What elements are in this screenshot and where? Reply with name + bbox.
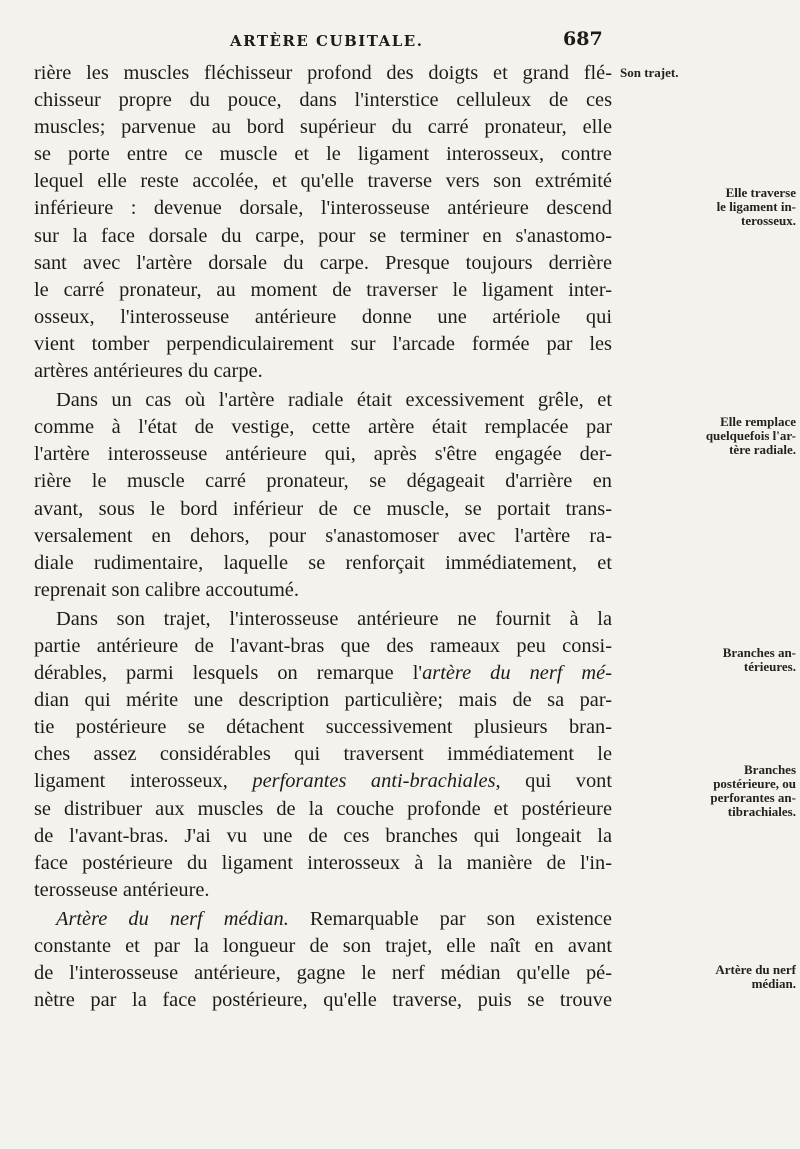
- text-line: le carré pronateur, au moment de traverser le ligament inter-: [34, 278, 612, 301]
- note-line: Branches: [744, 762, 796, 777]
- text-fragment: Remarquable par son existence: [288, 907, 612, 930]
- text-line: artères antérieures du carpe.: [34, 360, 263, 383]
- text-line: de l'interosseuse antérieure, gagne le nerf médian qu'elle pé-: [34, 962, 612, 985]
- margin-note-son-trajet: [620, 66, 800, 80]
- text-line: vient tomber perpendiculairement sur l'arcade formée par les: [34, 332, 612, 355]
- margin-note-branches-anterieures: [620, 646, 800, 674]
- note-line: médian.: [751, 976, 796, 991]
- note-line: Elle traverse: [725, 185, 796, 200]
- text-line: sur la face dorsale du carpe, pour se terminer en s'anastomo-: [34, 224, 612, 247]
- text-line: nètre par la face postérieure, qu'elle traverse, puis se trouve: [34, 989, 612, 1012]
- text-line: chisseur propre du pouce, dans l'interstice celluleux de ces: [34, 89, 612, 112]
- text-line: partie antérieure de l'avant-bras que des rameaux peu consi-: [34, 634, 612, 657]
- note-line: perforantes an-: [710, 790, 796, 805]
- text-fragment: dérables, parmi lesquels on remarque l': [34, 662, 423, 685]
- margin-note-artere-nerf-median: [620, 963, 800, 991]
- note-line: postérieure, ou: [713, 776, 796, 791]
- running-header: ARTÈRE CUBITALE.: [230, 32, 424, 50]
- note-line: Son trajet.: [620, 65, 679, 80]
- text-line: constante et par la longueur de son trajet, elle naît en avant: [34, 935, 612, 957]
- text-line: se distribuer aux muscles de la couche profonde et postérieure: [34, 797, 612, 820]
- note-line: quelquefois l'ar-: [705, 428, 796, 443]
- text-line: Dans un cas où l'artère radiale était excessivement grêle, et: [56, 389, 612, 412]
- text-line: reprenait son calibre accoutumé.: [34, 578, 299, 601]
- text-line-with-term: [34, 660, 612, 687]
- note-line: tibrachiales.: [727, 804, 796, 819]
- text-line: Dans son trajet, l'interosseuse antérieure ne fournit à la: [56, 607, 612, 630]
- note-line: Branches an-: [722, 645, 796, 660]
- body-text: [34, 60, 612, 1014]
- paragraph-4: [34, 906, 612, 1014]
- note-line: terosseux.: [740, 213, 796, 228]
- note-line: le ligament in-: [716, 199, 796, 214]
- note-line: térieures.: [743, 659, 796, 674]
- text-line: terosseuse antérieure.: [34, 878, 210, 901]
- margin-note-remplace-radiale: [620, 415, 800, 457]
- anatomical-term: perforantes anti-brachiales: [252, 770, 496, 793]
- margin-note-branches-posterieures: [620, 763, 800, 819]
- text-line: comme à l'état de vestige, cette artère était remplacée par: [34, 416, 612, 439]
- note-line: Artère du nerf: [715, 962, 796, 977]
- text-line: avant, sous le bord inférieur de ce muscle, se portait trans-: [34, 497, 612, 520]
- text-line: face postérieure du ligament interosseux à la manière de l'in-: [34, 851, 612, 874]
- text-line-with-term: [34, 768, 612, 795]
- text-line: rière le muscle carré pronateur, se dégageait d'arrière en: [34, 470, 612, 493]
- text-line: ches assez considérables qui traversent immédiatement le: [34, 743, 612, 766]
- text-line: sant avec l'artère dorsale du carpe. Presque toujours derrière: [34, 251, 612, 274]
- note-line: Elle remplace: [720, 414, 796, 429]
- section-lead-term: Artère du nerf médian.: [56, 907, 289, 930]
- text-fragment: , qui vont: [495, 770, 613, 793]
- text-line: inférieure : devenue dorsale, l'interosseuse antérieure descend: [34, 197, 612, 220]
- paragraph-3: [34, 606, 612, 904]
- paragraph-1: [34, 60, 612, 385]
- text-line-with-term: [34, 906, 612, 933]
- note-line: tère radiale.: [729, 442, 796, 457]
- text-line: osseux, l'interosseuse antérieure donne une artériole qui: [34, 305, 612, 328]
- text-line: muscles; parvenue au bord supérieur du carré pronateur, elle: [34, 116, 612, 139]
- anatomical-term: artère du nerf mé-: [422, 662, 613, 685]
- text-fragment: ligament interosseux,: [34, 770, 253, 793]
- text-line: diale rudimentaire, laquelle se renforçait immédiatement, et: [34, 551, 612, 574]
- text-line: l'artère interosseuse antérieure qui, après s'être engagée der-: [34, 443, 612, 466]
- text-line: se porte entre ce muscle et le ligament interosseux, contre: [34, 143, 612, 166]
- text-line: tie postérieure se détachent successivement plusieurs bran-: [34, 716, 612, 739]
- text-line: rière les muscles fléchisseur profond des doigts et grand flé-: [34, 62, 612, 84]
- margin-note-traverse-ligament: [620, 186, 800, 228]
- paragraph-2: [34, 387, 612, 604]
- text-line: lequel elle reste accolée, et qu'elle traverse vers son extrémité: [34, 170, 612, 193]
- text-line: dian qui mérite une description particulière; mais de sa par-: [34, 689, 612, 712]
- text-line: versalement en dehors, pour s'anastomoser avec l'artère ra-: [34, 524, 612, 547]
- text-line: de l'avant-bras. J'ai vu une de ces branches qui longeait la: [34, 824, 612, 847]
- page-number: 687: [563, 28, 603, 50]
